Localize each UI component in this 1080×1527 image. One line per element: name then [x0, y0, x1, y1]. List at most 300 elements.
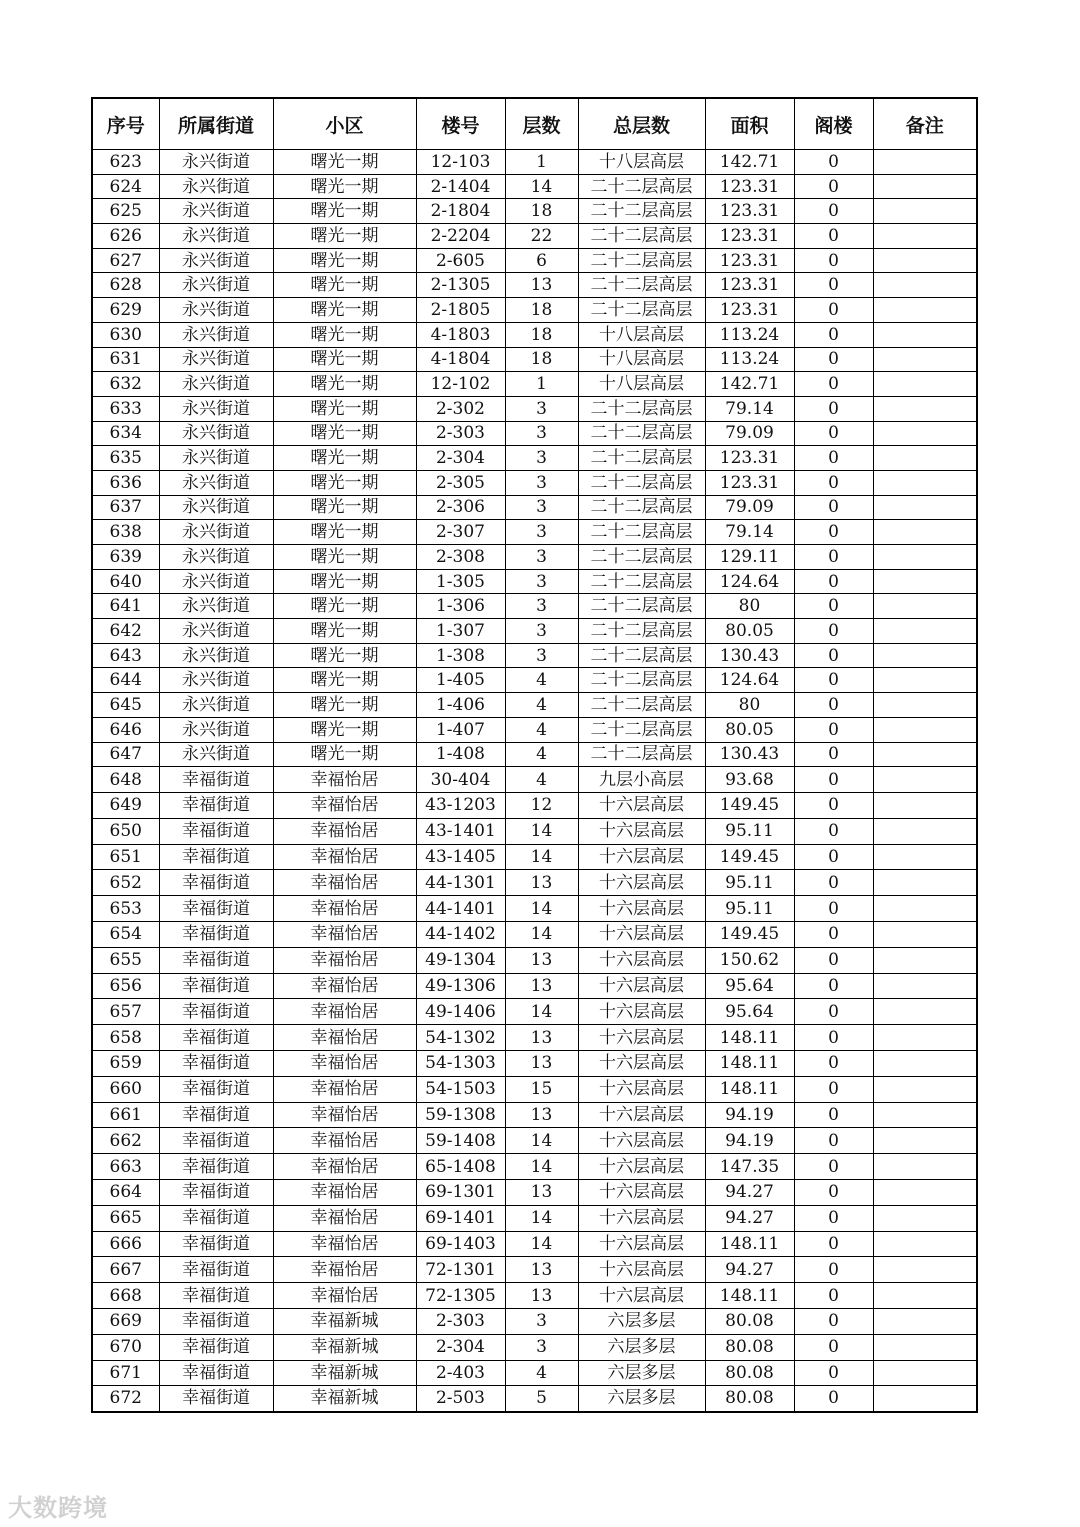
- cell-total-floors: 二十二层高层: [578, 569, 705, 594]
- cell-total-floors: 六层多层: [578, 1334, 705, 1360]
- table-row: [92, 569, 977, 594]
- cell-floor: 3: [505, 446, 578, 471]
- cell-street: 永兴街道: [159, 693, 273, 718]
- cell-area: 123.31: [705, 174, 794, 199]
- cell-index: 638: [92, 520, 159, 545]
- cell-attic: 0: [794, 921, 873, 947]
- cell-community: 曙光一期: [273, 421, 416, 446]
- cell-building: 2-303: [416, 421, 505, 446]
- table-row: [92, 818, 977, 844]
- col-header-community: 小区: [273, 98, 416, 150]
- cell-total-floors: 十六层高层: [578, 1257, 705, 1283]
- cell-total-floors: 二十二层高层: [578, 421, 705, 446]
- cell-attic: 0: [794, 767, 873, 793]
- cell-index: 669: [92, 1308, 159, 1334]
- cell-remarks: [873, 792, 977, 818]
- cell-total-floors: 二十二层高层: [578, 446, 705, 471]
- cell-remarks: [873, 643, 977, 668]
- table-row: [92, 767, 977, 793]
- cell-total-floors: 二十二层高层: [578, 545, 705, 570]
- table-row: [92, 298, 977, 323]
- cell-remarks: [873, 818, 977, 844]
- cell-floor: 18: [505, 322, 578, 347]
- cell-area: 80: [705, 693, 794, 718]
- cell-community: 幸福怡居: [273, 921, 416, 947]
- cell-community: 幸福怡居: [273, 947, 416, 973]
- cell-attic: 0: [794, 742, 873, 767]
- cell-floor: 3: [505, 396, 578, 421]
- table-row: [92, 446, 977, 471]
- cell-floor: 18: [505, 298, 578, 323]
- cell-remarks: [873, 199, 977, 224]
- cell-total-floors: 六层多层: [578, 1308, 705, 1334]
- cell-index: 645: [92, 693, 159, 718]
- cell-floor: 12: [505, 792, 578, 818]
- cell-attic: 0: [794, 1283, 873, 1309]
- cell-attic: 0: [794, 619, 873, 644]
- cell-remarks: [873, 693, 977, 718]
- cell-community: 幸福新城: [273, 1386, 416, 1412]
- cell-remarks: [873, 150, 977, 175]
- table-row: [92, 619, 977, 644]
- cell-attic: 0: [794, 643, 873, 668]
- cell-building: 65-1408: [416, 1154, 505, 1180]
- col-header-street: 所属街道: [159, 98, 273, 150]
- cell-building: 49-1406: [416, 999, 505, 1025]
- col-header-attic: 阁楼: [794, 98, 873, 150]
- cell-building: 4-1804: [416, 347, 505, 372]
- cell-community: 曙光一期: [273, 372, 416, 397]
- cell-total-floors: 十八层高层: [578, 372, 705, 397]
- cell-community: 曙光一期: [273, 298, 416, 323]
- cell-building: 54-1303: [416, 1050, 505, 1076]
- cell-building: 1-407: [416, 717, 505, 742]
- cell-floor: 22: [505, 224, 578, 249]
- cell-total-floors: 二十二层高层: [578, 273, 705, 298]
- cell-index: 652: [92, 870, 159, 896]
- cell-total-floors: 二十二层高层: [578, 248, 705, 273]
- cell-remarks: [873, 1231, 977, 1257]
- cell-total-floors: 十六层高层: [578, 1102, 705, 1128]
- table-row: [92, 1179, 977, 1205]
- cell-floor: 3: [505, 1308, 578, 1334]
- cell-remarks: [873, 921, 977, 947]
- cell-index: 666: [92, 1231, 159, 1257]
- cell-area: 148.11: [705, 1025, 794, 1051]
- cell-community: 曙光一期: [273, 693, 416, 718]
- cell-street: 永兴街道: [159, 545, 273, 570]
- cell-street: 幸福街道: [159, 1205, 273, 1231]
- cell-community: 幸福怡居: [273, 1205, 416, 1231]
- cell-attic: 0: [794, 1334, 873, 1360]
- cell-remarks: [873, 999, 977, 1025]
- cell-index: 656: [92, 973, 159, 999]
- cell-street: 幸福街道: [159, 999, 273, 1025]
- cell-street: 幸福街道: [159, 1334, 273, 1360]
- cell-area: 80.08: [705, 1308, 794, 1334]
- cell-building: 2-503: [416, 1386, 505, 1412]
- cell-floor: 13: [505, 870, 578, 896]
- cell-building: 2-403: [416, 1360, 505, 1386]
- cell-attic: 0: [794, 693, 873, 718]
- cell-area: 142.71: [705, 150, 794, 175]
- cell-street: 幸福街道: [159, 767, 273, 793]
- cell-attic: 0: [794, 1128, 873, 1154]
- cell-area: 80.08: [705, 1360, 794, 1386]
- cell-building: 2-2204: [416, 224, 505, 249]
- cell-street: 永兴街道: [159, 495, 273, 520]
- cell-floor: 14: [505, 999, 578, 1025]
- cell-total-floors: 二十二层高层: [578, 495, 705, 520]
- table-row: [92, 150, 977, 175]
- cell-index: 637: [92, 495, 159, 520]
- cell-building: 2-303: [416, 1308, 505, 1334]
- table-row: [92, 199, 977, 224]
- cell-community: 曙光一期: [273, 495, 416, 520]
- watermark-logo: 大数跨境: [8, 1494, 108, 1522]
- cell-community: 曙光一期: [273, 569, 416, 594]
- cell-area: 94.19: [705, 1102, 794, 1128]
- cell-total-floors: 十六层高层: [578, 999, 705, 1025]
- cell-building: 2-1804: [416, 199, 505, 224]
- cell-floor: 15: [505, 1076, 578, 1102]
- cell-street: 幸福街道: [159, 818, 273, 844]
- cell-total-floors: 十六层高层: [578, 1154, 705, 1180]
- cell-building: 1-308: [416, 643, 505, 668]
- cell-building: 44-1401: [416, 896, 505, 922]
- cell-floor: 14: [505, 818, 578, 844]
- header-row: [92, 98, 977, 150]
- cell-building: 2-306: [416, 495, 505, 520]
- cell-floor: 14: [505, 174, 578, 199]
- cell-street: 永兴街道: [159, 347, 273, 372]
- cell-area: 94.27: [705, 1257, 794, 1283]
- cell-community: 曙光一期: [273, 619, 416, 644]
- cell-attic: 0: [794, 199, 873, 224]
- cell-area: 142.71: [705, 372, 794, 397]
- cell-area: 124.64: [705, 668, 794, 693]
- cell-attic: 0: [794, 1025, 873, 1051]
- cell-floor: 14: [505, 1205, 578, 1231]
- cell-total-floors: 二十二层高层: [578, 199, 705, 224]
- cell-total-floors: 六层多层: [578, 1386, 705, 1412]
- cell-floor: 1: [505, 372, 578, 397]
- cell-area: 94.27: [705, 1205, 794, 1231]
- cell-building: 49-1306: [416, 973, 505, 999]
- cell-attic: 0: [794, 248, 873, 273]
- cell-building: 72-1301: [416, 1257, 505, 1283]
- cell-floor: 4: [505, 742, 578, 767]
- cell-total-floors: 十六层高层: [578, 1231, 705, 1257]
- cell-total-floors: 十六层高层: [578, 1076, 705, 1102]
- table-row: [92, 947, 977, 973]
- cell-building: 1-408: [416, 742, 505, 767]
- cell-total-floors: 二十二层高层: [578, 742, 705, 767]
- cell-area: 95.11: [705, 818, 794, 844]
- cell-building: 2-605: [416, 248, 505, 273]
- cell-community: 曙光一期: [273, 470, 416, 495]
- cell-street: 幸福街道: [159, 1257, 273, 1283]
- table-row: [92, 717, 977, 742]
- cell-building: 59-1308: [416, 1102, 505, 1128]
- cell-total-floors: 二十二层高层: [578, 668, 705, 693]
- cell-total-floors: 十八层高层: [578, 322, 705, 347]
- cell-floor: 13: [505, 1257, 578, 1283]
- cell-street: 幸福街道: [159, 896, 273, 922]
- cell-area: 80.08: [705, 1334, 794, 1360]
- table-row: [92, 495, 977, 520]
- cell-remarks: [873, 1179, 977, 1205]
- cell-street: 幸福街道: [159, 947, 273, 973]
- cell-remarks: [873, 470, 977, 495]
- cell-floor: 6: [505, 248, 578, 273]
- table-body-xingfu: [92, 767, 977, 1412]
- cell-index: 662: [92, 1128, 159, 1154]
- cell-street: 永兴街道: [159, 446, 273, 471]
- cell-building: 2-302: [416, 396, 505, 421]
- cell-floor: 13: [505, 973, 578, 999]
- cell-building: 2-308: [416, 545, 505, 570]
- cell-remarks: [873, 896, 977, 922]
- cell-total-floors: 二十二层高层: [578, 396, 705, 421]
- cell-area: 123.31: [705, 298, 794, 323]
- cell-remarks: [873, 1154, 977, 1180]
- cell-community: 幸福怡居: [273, 999, 416, 1025]
- cell-attic: 0: [794, 896, 873, 922]
- cell-remarks: [873, 767, 977, 793]
- cell-street: 幸福街道: [159, 844, 273, 870]
- cell-community: 曙光一期: [273, 446, 416, 471]
- cell-building: 69-1401: [416, 1205, 505, 1231]
- cell-remarks: [873, 273, 977, 298]
- cell-floor: 4: [505, 1360, 578, 1386]
- cell-building: 2-1805: [416, 298, 505, 323]
- cell-attic: 0: [794, 1179, 873, 1205]
- table-row: [92, 347, 977, 372]
- cell-attic: 0: [794, 1102, 873, 1128]
- cell-attic: 0: [794, 973, 873, 999]
- cell-remarks: [873, 1102, 977, 1128]
- cell-area: 130.43: [705, 742, 794, 767]
- table-row: [92, 1308, 977, 1334]
- cell-street: 永兴街道: [159, 396, 273, 421]
- cell-area: 79.14: [705, 520, 794, 545]
- cell-attic: 0: [794, 569, 873, 594]
- cell-street: 幸福街道: [159, 1179, 273, 1205]
- cell-attic: 0: [794, 668, 873, 693]
- table-row: [92, 470, 977, 495]
- cell-building: 1-406: [416, 693, 505, 718]
- cell-building: 2-304: [416, 1334, 505, 1360]
- cell-attic: 0: [794, 947, 873, 973]
- table-row: [92, 1050, 977, 1076]
- cell-area: 148.11: [705, 1076, 794, 1102]
- cell-street: 幸福街道: [159, 1308, 273, 1334]
- cell-index: 631: [92, 347, 159, 372]
- table-row: [92, 421, 977, 446]
- cell-index: 644: [92, 668, 159, 693]
- cell-community: 幸福怡居: [273, 818, 416, 844]
- cell-remarks: [873, 421, 977, 446]
- cell-street: 幸福街道: [159, 1154, 273, 1180]
- cell-total-floors: 十六层高层: [578, 1128, 705, 1154]
- cell-community: 曙光一期: [273, 668, 416, 693]
- cell-remarks: [873, 224, 977, 249]
- table-row: [92, 1076, 977, 1102]
- cell-total-floors: 二十二层高层: [578, 717, 705, 742]
- cell-total-floors: 二十二层高层: [578, 174, 705, 199]
- cell-attic: 0: [794, 1154, 873, 1180]
- table-row: [92, 1154, 977, 1180]
- cell-floor: 3: [505, 421, 578, 446]
- cell-total-floors: 二十二层高层: [578, 470, 705, 495]
- table-row: [92, 693, 977, 718]
- cell-street: 永兴街道: [159, 248, 273, 273]
- cell-index: 664: [92, 1179, 159, 1205]
- cell-street: 幸福街道: [159, 1231, 273, 1257]
- cell-index: 635: [92, 446, 159, 471]
- cell-attic: 0: [794, 396, 873, 421]
- cell-attic: 0: [794, 1360, 873, 1386]
- cell-attic: 0: [794, 224, 873, 249]
- cell-area: 95.64: [705, 999, 794, 1025]
- cell-floor: 3: [505, 520, 578, 545]
- cell-remarks: [873, 1386, 977, 1412]
- table-row: [92, 844, 977, 870]
- cell-total-floors: 二十二层高层: [578, 520, 705, 545]
- cell-remarks: [873, 619, 977, 644]
- cell-index: 658: [92, 1025, 159, 1051]
- cell-street: 永兴街道: [159, 717, 273, 742]
- cell-community: 幸福怡居: [273, 767, 416, 793]
- cell-street: 幸福街道: [159, 1128, 273, 1154]
- cell-area: 123.31: [705, 470, 794, 495]
- table-row: [92, 1205, 977, 1231]
- cell-floor: 14: [505, 1231, 578, 1257]
- cell-area: 95.11: [705, 896, 794, 922]
- cell-index: 659: [92, 1050, 159, 1076]
- cell-floor: 3: [505, 594, 578, 619]
- cell-community: 幸福怡居: [273, 1102, 416, 1128]
- cell-index: 647: [92, 742, 159, 767]
- cell-building: 2-305: [416, 470, 505, 495]
- col-header-floor: 层数: [505, 98, 578, 150]
- cell-remarks: [873, 322, 977, 347]
- cell-remarks: [873, 495, 977, 520]
- cell-community: 曙光一期: [273, 199, 416, 224]
- cell-index: 654: [92, 921, 159, 947]
- cell-total-floors: 十六层高层: [578, 1025, 705, 1051]
- cell-community: 幸福怡居: [273, 792, 416, 818]
- cell-total-floors: 十六层高层: [578, 921, 705, 947]
- cell-street: 幸福街道: [159, 1386, 273, 1412]
- cell-floor: 4: [505, 767, 578, 793]
- cell-street: 永兴街道: [159, 174, 273, 199]
- cell-street: 永兴街道: [159, 322, 273, 347]
- cell-area: 80.08: [705, 1386, 794, 1412]
- cell-index: 643: [92, 643, 159, 668]
- cell-area: 130.43: [705, 643, 794, 668]
- cell-community: 幸福怡居: [273, 1283, 416, 1309]
- cell-total-floors: 十六层高层: [578, 896, 705, 922]
- cell-attic: 0: [794, 1386, 873, 1412]
- cell-area: 123.31: [705, 199, 794, 224]
- table-row: [92, 742, 977, 767]
- cell-index: 628: [92, 273, 159, 298]
- cell-street: 永兴街道: [159, 569, 273, 594]
- table-row: [92, 545, 977, 570]
- cell-total-floors: 十六层高层: [578, 818, 705, 844]
- cell-remarks: [873, 396, 977, 421]
- cell-area: 148.11: [705, 1050, 794, 1076]
- cell-community: 曙光一期: [273, 150, 416, 175]
- cell-index: 651: [92, 844, 159, 870]
- cell-community: 曙光一期: [273, 396, 416, 421]
- cell-index: 623: [92, 150, 159, 175]
- cell-area: 123.31: [705, 446, 794, 471]
- cell-total-floors: 十六层高层: [578, 973, 705, 999]
- cell-remarks: [873, 594, 977, 619]
- cell-index: 649: [92, 792, 159, 818]
- cell-attic: 0: [794, 1205, 873, 1231]
- cell-building: 12-102: [416, 372, 505, 397]
- cell-total-floors: 二十二层高层: [578, 594, 705, 619]
- cell-building: 49-1304: [416, 947, 505, 973]
- cell-attic: 0: [794, 1076, 873, 1102]
- col-header-remarks: 备注: [873, 98, 977, 150]
- cell-floor: 13: [505, 1050, 578, 1076]
- cell-floor: 3: [505, 495, 578, 520]
- cell-floor: 3: [505, 619, 578, 644]
- cell-community: 幸福怡居: [273, 1050, 416, 1076]
- cell-building: 2-304: [416, 446, 505, 471]
- cell-total-floors: 二十二层高层: [578, 619, 705, 644]
- cell-index: 636: [92, 470, 159, 495]
- cell-remarks: [873, 372, 977, 397]
- cell-attic: 0: [794, 844, 873, 870]
- table-row: [92, 1283, 977, 1309]
- cell-remarks: [873, 1205, 977, 1231]
- cell-index: 632: [92, 372, 159, 397]
- table-row: [92, 792, 977, 818]
- cell-area: 79.09: [705, 421, 794, 446]
- cell-area: 148.11: [705, 1231, 794, 1257]
- cell-index: 626: [92, 224, 159, 249]
- cell-index: 640: [92, 569, 159, 594]
- cell-street: 幸福街道: [159, 1025, 273, 1051]
- cell-floor: 5: [505, 1386, 578, 1412]
- cell-community: 幸福新城: [273, 1334, 416, 1360]
- cell-area: 150.62: [705, 947, 794, 973]
- cell-street: 永兴街道: [159, 372, 273, 397]
- cell-remarks: [873, 742, 977, 767]
- cell-index: 650: [92, 818, 159, 844]
- cell-area: 123.31: [705, 273, 794, 298]
- cell-attic: 0: [794, 298, 873, 323]
- cell-floor: 18: [505, 199, 578, 224]
- cell-area: 94.27: [705, 1179, 794, 1205]
- cell-area: 80: [705, 594, 794, 619]
- cell-total-floors: 二十二层高层: [578, 643, 705, 668]
- housing-table: [91, 97, 978, 1413]
- cell-street: 永兴街道: [159, 619, 273, 644]
- table-row: [92, 921, 977, 947]
- table-row: [92, 1257, 977, 1283]
- cell-index: 655: [92, 947, 159, 973]
- table-body-yongxing: [92, 150, 977, 767]
- cell-total-floors: 十八层高层: [578, 150, 705, 175]
- cell-attic: 0: [794, 1308, 873, 1334]
